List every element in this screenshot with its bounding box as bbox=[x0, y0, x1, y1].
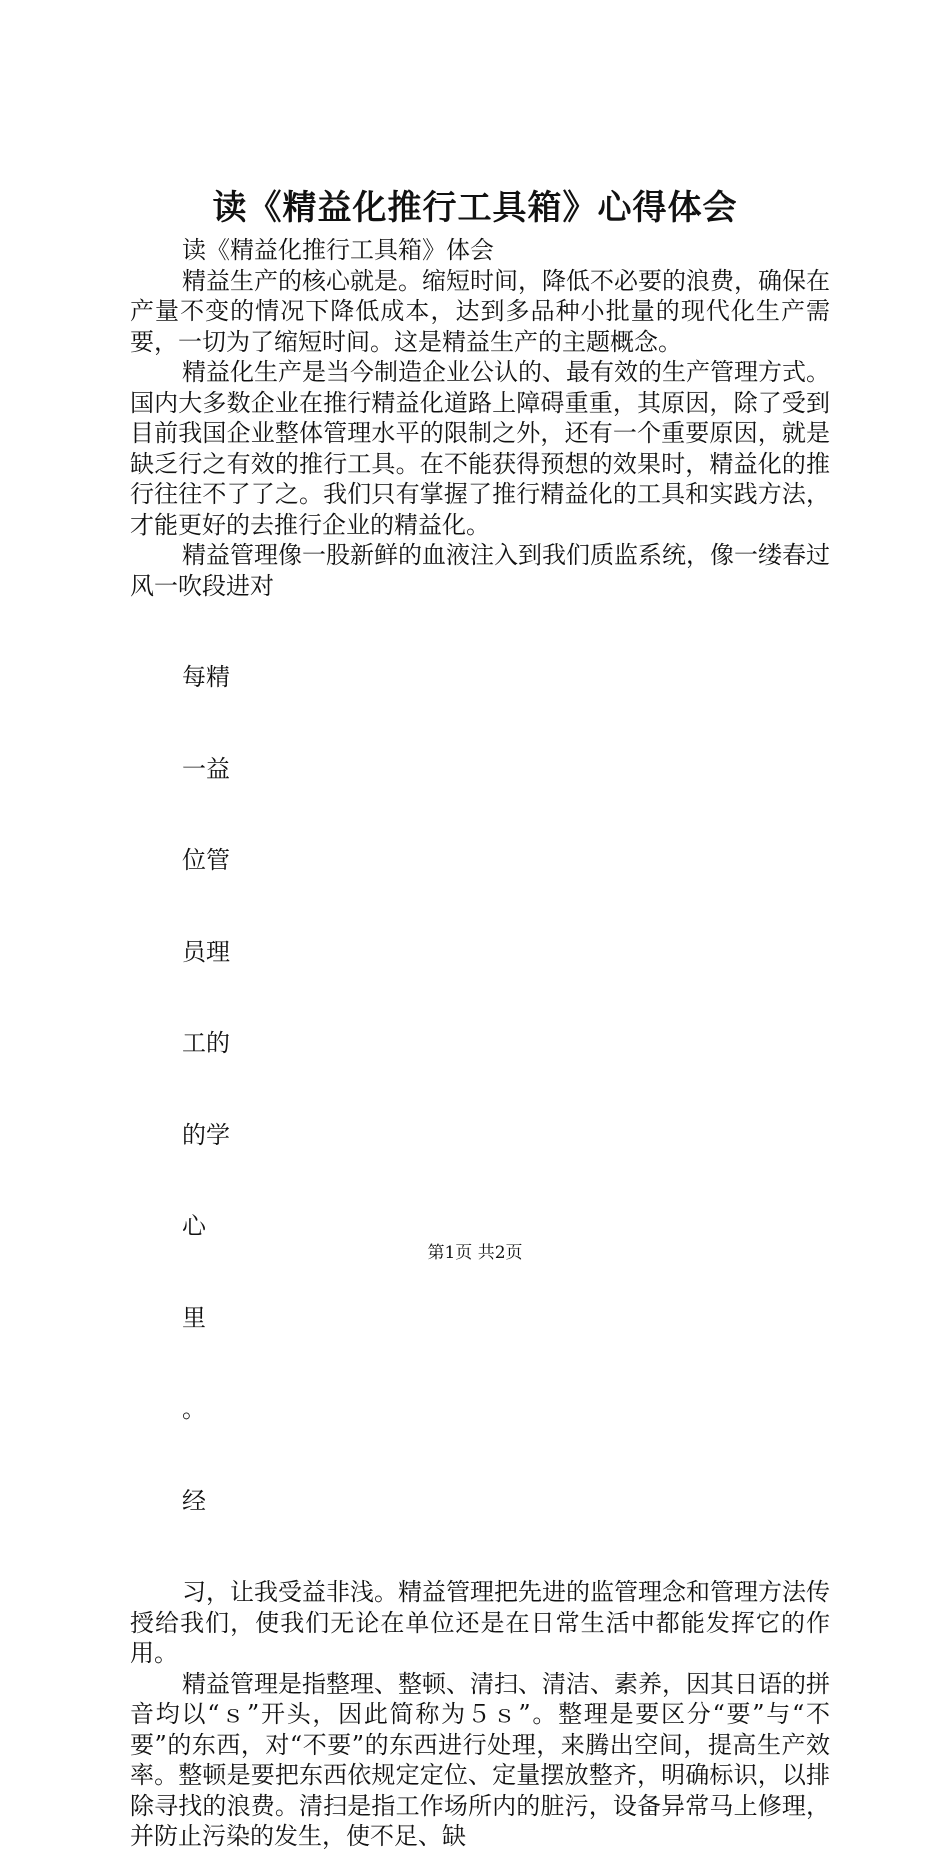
vertical-text-column bbox=[130, 601, 830, 1577]
vertical-text-line: 工的 bbox=[182, 1029, 230, 1057]
document-title: 读《精益化推行工具箱》心得体会 bbox=[212, 188, 738, 228]
paragraph: 精益管理是指整理、整顿、清扫、清洁、素养，因其日语的拼音均以“ｓ”开头，因此简称为５ｓ”。整理是要区分“要”与“不要”的东西，对“不要”的东西进行处理，来腾出空间，提高生产效率。整顿是要把东西依规定定位、定量摆放整齐，明确标识，以排除寻找的浪费。清扫是指工作场所内的脏污，设备异常马上修理，并防止污染的发生，使不足、缺 bbox=[130, 1669, 830, 1850]
paragraph-subtitle: 读《精益化推行工具箱》体会 bbox=[182, 236, 494, 264]
vertical-text-line: 员理 bbox=[182, 937, 230, 966]
vertical-text-line: 每精 bbox=[182, 663, 230, 691]
vertical-text-line: 经 bbox=[182, 1486, 206, 1515]
paragraph: 精益化生产是当今制造企业公认的、最有效的生产管理方式。国内大多数企业在推行精益化道路上障碍重重，其原因，除了受到目前我国企业整体管理水平的限制之外，还有一个重要原因，就是缺乏行之有效的推行工具。在不能获得预想的效果时，精益化的推行往往不了了之。我们只有掌握了推行精益化的工具和实践方法，才能更好的去推行企业的精益化。 bbox=[130, 358, 830, 539]
vertical-text-line: 的学 bbox=[182, 1120, 230, 1149]
document-body bbox=[130, 235, 830, 1852]
paragraph: 精益管理像一股新鲜的血液注入到我们质监系统，像一缕春过风一吹段进对 bbox=[130, 541, 830, 600]
vertical-text-line: 位管 bbox=[182, 846, 230, 874]
vertical-text-line: 心 bbox=[182, 1212, 206, 1240]
paragraph: 习，让我受益非浅。精益管理把先进的监管理念和管理方法传授给我们，使我们无论在单位还是在日常生活中都能发挥它的作用。 bbox=[130, 1578, 830, 1667]
vertical-text-line: 。 bbox=[182, 1395, 206, 1423]
vertical-text-line: 一益 bbox=[182, 754, 230, 783]
vertical-text-line: 里 bbox=[182, 1303, 206, 1332]
page-footer: 第1页 共2页 bbox=[427, 1243, 523, 1263]
paragraph: 精益生产的核心就是。缩短时间，降低不必要的浪费，确保在产量不变的情况下降低成本，达到多品种小批量的现代化生产需要，一切为了缩短时间。这是精益生产的主题概念。 bbox=[130, 266, 830, 356]
